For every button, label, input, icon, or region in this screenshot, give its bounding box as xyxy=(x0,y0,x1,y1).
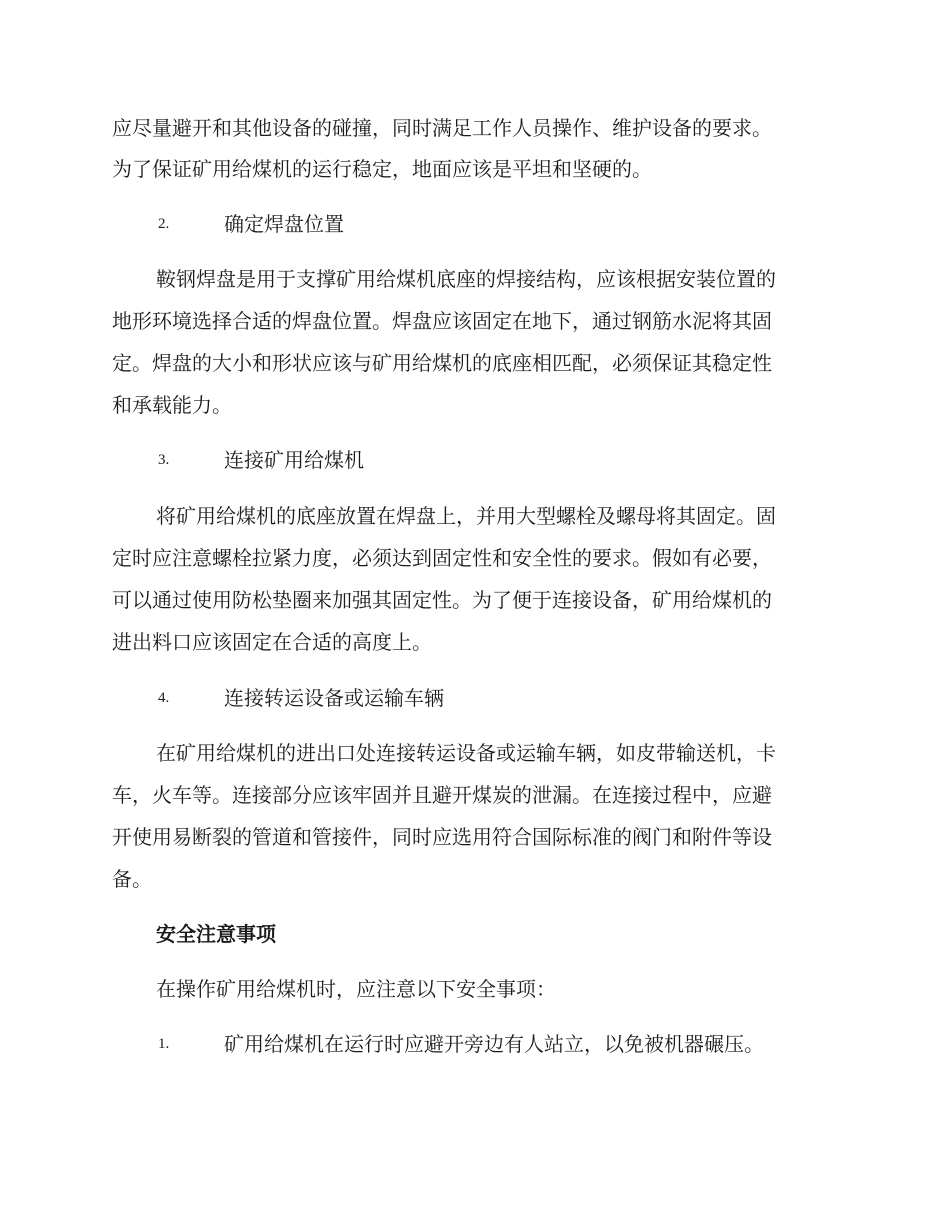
paragraph-line: 进出料口应该固定在合适的高度上。 xyxy=(112,630,432,654)
paragraph-line: 车，火车等。连接部分应该牢固并且避开煤炭的泄漏。在连接过程中，应避 xyxy=(112,783,772,807)
list-number: 1. xyxy=(158,1036,170,1052)
list-number: 4. xyxy=(158,690,170,706)
paragraph-line: 和承载能力。 xyxy=(112,393,232,417)
paragraph-line: 应尽量避开和其他设备的碰撞，同时满足工作人员操作、维护设备的要求。 xyxy=(112,116,772,140)
paragraph-line: 备。 xyxy=(112,867,152,891)
safety-intro: 在操作矿用给煤机时，应注意以下安全事项： xyxy=(156,977,556,1001)
section-title: 连接矿用给煤机 xyxy=(224,448,364,472)
paragraph-line: 在矿用给煤机的进出口处连接转运设备或运输车辆，如皮带输送机，卡 xyxy=(156,741,776,765)
section-title: 确定焊盘位置 xyxy=(224,212,344,236)
safety-item: 矿用给煤机在运行时应避开旁边有人站立，以免被机器碾压。 xyxy=(224,1032,764,1056)
paragraph-line: 开使用易断裂的管道和管接件，同时应选用符合国际标准的阀门和附件等设 xyxy=(112,825,772,849)
safety-heading: 安全注意事项 xyxy=(156,922,276,946)
paragraph-line: 定时应注意螺栓拉紧力度，必须达到固定性和安全性的要求。假如有必要， xyxy=(112,546,772,570)
paragraph-line: 可以通过使用防松垫圈来加强其固定性。为了便于连接设备，矿用给煤机的 xyxy=(112,588,772,612)
paragraph-line: 将矿用给煤机的底座放置在焊盘上，并用大型螺栓及螺母将其固定。固 xyxy=(156,504,776,528)
section-title: 连接转运设备或运输车辆 xyxy=(224,686,444,710)
paragraph-line: 为了保证矿用给煤机的运行稳定，地面应该是平坦和坚硬的。 xyxy=(112,157,652,181)
list-number: 3. xyxy=(158,452,170,468)
paragraph-line: 鞍钢焊盘是用于支撑矿用给煤机底座的焊接结构，应该根据安装位置的 xyxy=(156,267,776,291)
list-number: 2. xyxy=(158,216,170,232)
paragraph-line: 定。焊盘的大小和形状应该与矿用给煤机的底座相匹配，必须保证其稳定性 xyxy=(112,351,772,375)
paragraph-line: 地形环境选择合适的焊盘位置。焊盘应该固定在地下，通过钢筋水泥将其固 xyxy=(112,309,772,333)
